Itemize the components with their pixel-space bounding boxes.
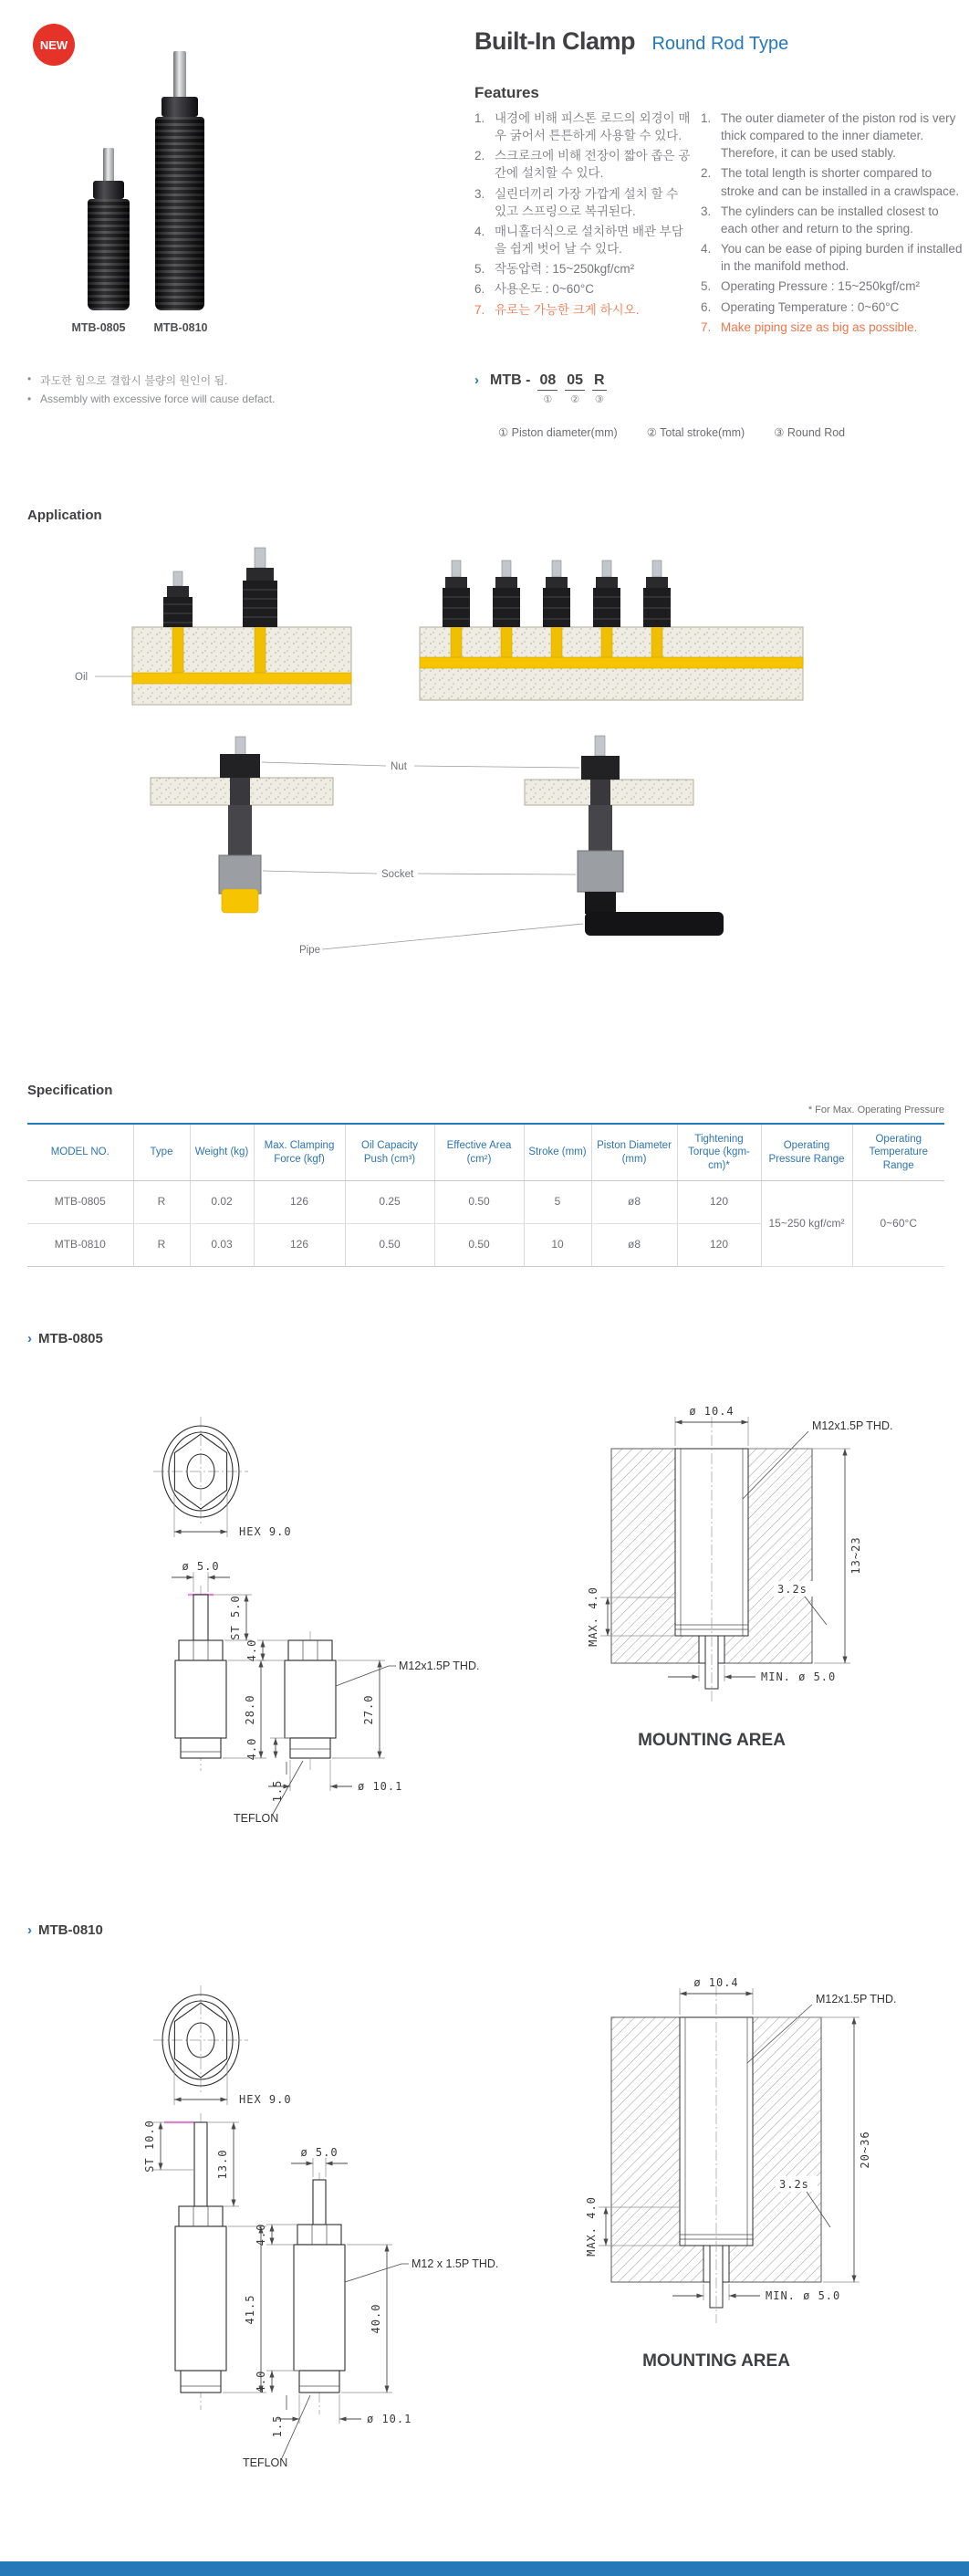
cell: 0.50 (434, 1181, 524, 1224)
feature-item (701, 164, 964, 199)
item-number: 3. (701, 204, 712, 218)
cell: 0.02 (190, 1181, 254, 1224)
drawing-0810 (27, 1953, 940, 2547)
rod-len-dim: 13.0 (216, 2149, 229, 2180)
application-pipe-diagram (525, 736, 724, 936)
item-number: 6. (701, 299, 712, 314)
mounting-area-0805 (587, 1405, 892, 1750)
legend-item: ① Piston diameter(mm) (498, 426, 618, 439)
hex-collar-photo (162, 97, 198, 117)
mount-max-dim: MAX. 4.0 (587, 1586, 599, 1647)
piston-rod-photo (103, 148, 114, 181)
mount-thread-label: M12x1.5P THD. (812, 1419, 893, 1432)
mounting-area-caption: MOUNTING AREA (642, 2351, 790, 2371)
mount-max-dim: MAX. 4.0 (585, 2196, 598, 2257)
item-text: 사용온도 : 0~60°C (495, 282, 594, 297)
feature-item (474, 280, 692, 298)
cell: 126 (254, 1224, 345, 1267)
rod-dia-dim: ø 5.0 (300, 2146, 339, 2159)
hex-dim: HEX 9.0 (239, 1525, 292, 1538)
assembly-notes (27, 372, 456, 410)
col-header: Stroke (mm) (524, 1124, 591, 1181)
chevron-icon: › (474, 372, 479, 388)
part-value: R (592, 372, 607, 391)
front-view-rod-0810 (143, 2113, 266, 2410)
cell-model: MTB-0805 (27, 1181, 133, 1224)
model-code-prefix: MTB - (490, 372, 531, 388)
cell: 0.50 (434, 1224, 524, 1267)
front-view-retracted-0805 (234, 1631, 479, 1825)
part-value: 08 (537, 372, 557, 391)
item-number: 1. (474, 111, 485, 125)
feature-item-highlight (701, 319, 964, 336)
table-row (27, 1181, 944, 1224)
product-label-mtb-0805: MTB-0805 (71, 321, 126, 334)
mid-len-dim: 27.0 (362, 1694, 375, 1725)
top-len-dim: 4.0 (245, 1639, 258, 1662)
body-len-dim: 41.5 (244, 2294, 256, 2325)
application-single-mount-diagram (75, 548, 351, 705)
application-manifold-diagram (420, 560, 803, 700)
base-dia-dim: ø 10.1 (367, 2413, 412, 2425)
mount-dia-dim: ø 10.4 (689, 1405, 735, 1418)
part-marker: ① (543, 394, 553, 405)
item-number: 3. (474, 186, 485, 201)
cell: 120 (677, 1181, 761, 1224)
item-number: 7. (701, 319, 712, 334)
cell-temperature-range: 0~60°C (852, 1181, 944, 1267)
footer-accent-bar (0, 2561, 969, 2576)
cell: 120 (677, 1224, 761, 1267)
part-marker: ② (570, 394, 580, 405)
feature-item-highlight (474, 301, 692, 319)
features-list-korean (474, 110, 692, 321)
item-text: 작동압력 : 15~250kgf/cm² (495, 262, 635, 277)
item-number: 7. (474, 302, 485, 317)
front-view-retracted-0810 (243, 2146, 498, 2469)
rod-dia-dim: ø 5.0 (182, 1560, 220, 1573)
body-len-dim: 28.0 (244, 1694, 256, 1725)
cell: 126 (254, 1181, 345, 1224)
mount-dia-dim: ø 10.4 (693, 1976, 739, 1989)
col-header: Piston Diameter (mm) (591, 1124, 677, 1181)
mount-finish-dim: 3.2s (777, 1583, 808, 1596)
drawing-0810-heading (27, 1922, 103, 1938)
item-text: 유로는 가능한 크게 하시오. (495, 302, 640, 317)
feature-item (701, 277, 964, 295)
product-photo-mtb-0810 (155, 51, 204, 310)
teflon-label: TEFLON (234, 1812, 279, 1825)
col-header: Tightening Torque (kgm-cm)* (677, 1124, 761, 1181)
application-socket-diagram (151, 737, 333, 913)
chevron-icon: › (27, 1922, 32, 1938)
cell: 10 (524, 1224, 591, 1267)
cap-len-dim: 4.0 (255, 2370, 267, 2393)
drawing-0805 (27, 1362, 940, 1859)
model-code-legend (498, 425, 845, 439)
col-header: MODEL NO. (27, 1124, 133, 1181)
bullet: • (27, 393, 32, 405)
top-view-0810 (153, 1985, 292, 2106)
model-code (474, 372, 607, 405)
new-badge-label: NEW (39, 37, 68, 52)
cell-pressure-range: 15~250 kgf/cm² (761, 1181, 852, 1267)
feature-item (701, 110, 964, 162)
col-header: Weight (kg) (190, 1124, 254, 1181)
col-header: Oil Capacity Push (cm³) (345, 1124, 434, 1181)
cell: 5 (524, 1181, 591, 1224)
mount-thread-label: M12x1.5P THD. (816, 1993, 897, 2005)
specification-heading: Specification (27, 1083, 113, 1098)
note-english (27, 393, 456, 405)
item-text: 내경에 비해 피스톤 로드의 외경이 매우 굵어서 튼튼하게 사용할 수 있다. (495, 111, 691, 143)
features-heading: Features (474, 84, 539, 101)
item-text: You can be ease of piping burden if installed in the manifold method. (721, 242, 963, 274)
page-title: Built-In Clamp (474, 27, 635, 55)
product-label-mtb-0810: MTB-0810 (153, 321, 208, 334)
new-badge (33, 24, 75, 66)
model-code-part (592, 372, 607, 405)
mount-finish-dim: 3.2s (779, 2178, 809, 2191)
features-list-english (701, 110, 964, 339)
item-number: 5. (701, 279, 712, 294)
nut-label: Nut (391, 761, 407, 772)
page-subtitle: Round Rod Type (651, 34, 789, 54)
item-text: 실린더끼리 가장 가깝게 설치 할 수 있고 스프링으로 복귀된다. (495, 186, 679, 218)
item-text: The outer diameter of the piston rod is very thick compared to the inner diameter. Therefore, it can be used stably. (721, 111, 956, 161)
part-value: 05 (565, 372, 585, 391)
cell: 0.25 (345, 1181, 434, 1224)
item-text: Operating Pressure : 15~250kgf/cm² (721, 279, 920, 294)
top-len-dim: 4.0 (255, 2223, 267, 2246)
piston-rod-photo (173, 51, 186, 97)
col-header: Type (133, 1124, 190, 1181)
col-header: Operating Pressure Range (761, 1124, 852, 1181)
application-diagrams (27, 540, 940, 1052)
cell: 0.03 (190, 1224, 254, 1267)
item-number: 2. (474, 149, 485, 163)
table-header-row (27, 1124, 944, 1181)
item-number: 2. (701, 166, 712, 181)
cell: R (133, 1224, 190, 1267)
threaded-body-photo (88, 199, 130, 310)
drawing-0805-heading (27, 1331, 103, 1346)
base-dia-dim: ø 10.1 (358, 1780, 403, 1793)
mount-min-dim: MIN. ø 5.0 (766, 2289, 841, 2302)
cell-model: MTB-0810 (54, 1238, 106, 1251)
cell: ø8 (591, 1181, 677, 1224)
threaded-body-photo (155, 117, 204, 310)
note-korean (27, 372, 456, 388)
cell: 0.50 (345, 1224, 434, 1267)
col-header: Effective Area (cm²) (434, 1124, 524, 1181)
cell: R (133, 1181, 190, 1224)
socket-label: Socket (381, 869, 414, 880)
item-text: Make piping size as big as possible. (721, 319, 918, 334)
part-marker: ③ (594, 394, 604, 405)
feature-item (474, 110, 692, 144)
item-text: 매니홀더식으로 설치하면 배관 부담을 쉽게 벗어 날 수 있다. (495, 224, 683, 257)
item-number: 1. (701, 111, 712, 125)
oil-label: Oil (75, 672, 89, 683)
mount-min-dim: MIN. ø 5.0 (761, 1670, 837, 1683)
heading-text: MTB-0810 (38, 1922, 103, 1938)
model-code-part (565, 372, 585, 405)
feature-item (474, 260, 692, 277)
cell: ø8 (591, 1224, 677, 1267)
feature-item (474, 147, 692, 182)
item-text: The cylinders can be installed closest to each other and return to the spring. (721, 204, 939, 236)
model-code-part (537, 372, 557, 405)
col-header: Max. Clamping Force (kgf) (254, 1124, 345, 1181)
feature-item (701, 298, 964, 316)
page-title-row (474, 27, 788, 56)
product-photo-mtb-0805 (88, 148, 130, 310)
legend-item: ③ Round Rod (774, 426, 846, 439)
hex-collar-photo (93, 181, 124, 199)
item-number: 4. (701, 242, 712, 257)
item-text: Operating Temperature : 0~60°C (721, 299, 900, 314)
thread-label: M12x1.5P THD. (399, 1660, 480, 1672)
specification-table (27, 1123, 944, 1267)
top-view-0805 (153, 1417, 292, 1538)
thread-label: M12 x 1.5P THD. (412, 2257, 499, 2270)
item-number: 4. (474, 224, 485, 238)
legend-item: ② Total stroke(mm) (646, 426, 745, 439)
chevron-icon: › (27, 1331, 32, 1346)
item-number: 6. (474, 282, 485, 297)
teflon-label: TEFLON (243, 2456, 288, 2469)
feature-item (474, 223, 692, 257)
stroke-dim: ST 5.0 (229, 1595, 242, 1640)
heading-text: MTB-0805 (38, 1331, 103, 1346)
spec-note: * For Max. Operating Pressure (808, 1105, 944, 1115)
mid-len-dim: 40.0 (370, 2303, 382, 2334)
note-text: 과도한 힘으로 결합시 불량의 원인이 됨. (40, 374, 228, 387)
col-header: Operating Temperature Range (852, 1124, 944, 1181)
cap-len-dim: 4.0 (245, 1737, 258, 1761)
lip-len-dim: 1.5 (271, 2414, 284, 2438)
feature-item (701, 203, 964, 237)
lip-len-dim: 1.5 (271, 1779, 284, 1803)
application-heading: Application (27, 508, 102, 523)
mount-depth-dim: 20~36 (859, 2131, 871, 2169)
feature-item (474, 185, 692, 220)
hex-dim: HEX 9.0 (239, 2093, 292, 2106)
item-text: The total length is shorter compared to stroke and can be installed in a crawlspace. (721, 166, 960, 198)
stroke-dim: ST 10.0 (143, 2120, 156, 2173)
note-text: Assembly with excessive force will cause defact. (40, 393, 276, 405)
item-text: 스크로크에 비해 전장이 짧아 좁은 공간에 설치할 수 있다. (495, 149, 691, 181)
item-number: 5. (474, 262, 485, 277)
bullet: • (27, 372, 32, 385)
mounting-area-0810 (585, 1976, 896, 2371)
pipe-label: Pipe (299, 945, 321, 956)
feature-item (701, 240, 964, 275)
mount-depth-dim: 13~23 (849, 1536, 862, 1575)
mounting-area-caption: MOUNTING AREA (638, 1731, 786, 1750)
